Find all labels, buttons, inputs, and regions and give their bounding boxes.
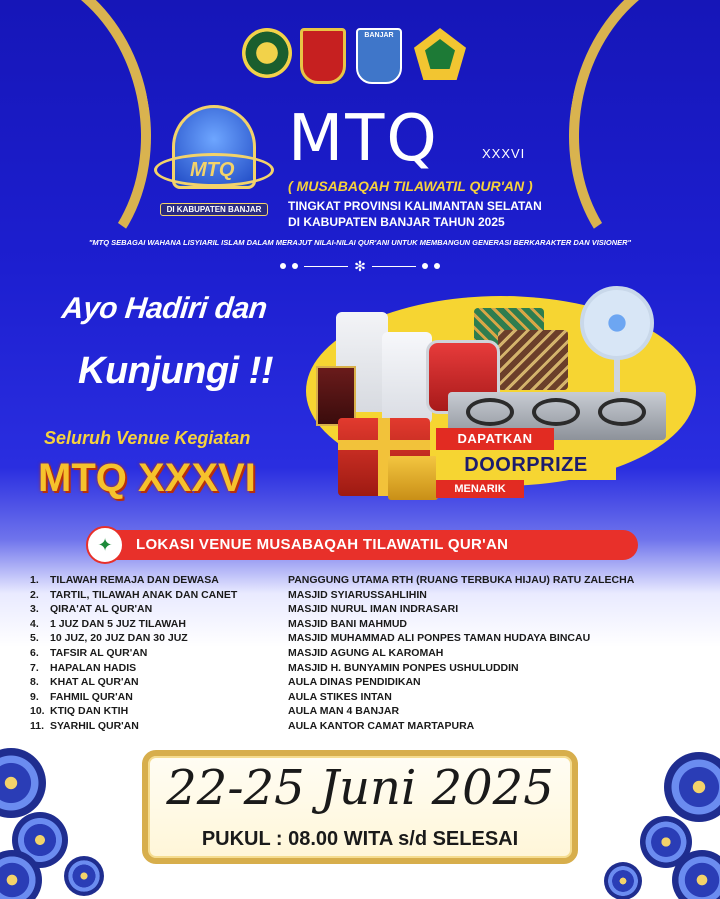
invite-line-4: MTQ XXXVI bbox=[38, 456, 256, 500]
item-number: 5. bbox=[30, 632, 39, 645]
item-number: 9. bbox=[30, 690, 39, 703]
event-date: 22-25 Juni 2025 bbox=[166, 760, 554, 816]
event-name: HAPALAN HADIS bbox=[50, 661, 137, 674]
item-number: 6. bbox=[30, 646, 39, 659]
item-number: 10. bbox=[30, 705, 45, 718]
list-item bbox=[30, 602, 720, 617]
venue-name: PANGGUNG UTAMA RTH (RUANG TERBUKA HIJAU) RATU ZALECHA bbox=[288, 574, 635, 586]
invite-line-1: Ayo Hadiri dan bbox=[60, 292, 269, 325]
list-item bbox=[30, 588, 720, 603]
venue-name: MASJID SYIARUSSAHLIHIN bbox=[288, 588, 427, 601]
venue-name: MASJID BANI MAHMUD bbox=[288, 617, 407, 630]
standing-fan-icon bbox=[580, 286, 654, 360]
event-name: 1 JUZ DAN 5 JUZ TILAWAH bbox=[50, 617, 186, 630]
gold-arch-right bbox=[543, 0, 720, 311]
invite-line-2: Kunjungi !! bbox=[78, 350, 273, 392]
list-item bbox=[30, 646, 720, 661]
ornament-icon bbox=[64, 856, 104, 896]
ornament-icon bbox=[604, 862, 642, 899]
ornament-icon bbox=[0, 748, 46, 818]
level-line-1: TINGKAT PROVINSI KALIMANTAN SELATAN bbox=[288, 199, 542, 213]
venue-name: MASJID MUHAMMAD ALI PONPES TAMAN HUDAYA BINCAU bbox=[288, 632, 591, 645]
list-item bbox=[30, 573, 720, 588]
doorprize-badge-top: DAPATKAN bbox=[436, 428, 554, 450]
event-name: TARTIL, TILAWAH ANAK DAN CANET bbox=[50, 588, 238, 601]
edition-label: XXXVI bbox=[482, 146, 526, 161]
venue-name: MASJID NURUL IMAN INDRASARI bbox=[288, 603, 459, 616]
venue-name: AULA DINAS PENDIDIKAN bbox=[288, 676, 421, 689]
provincial-emblem-icon bbox=[242, 28, 292, 78]
list-item bbox=[30, 661, 720, 676]
list-item bbox=[30, 631, 720, 646]
event-name: TAFSIR AL QUR'AN bbox=[50, 646, 148, 659]
invite-line-3: Seluruh Venue Kegiatan bbox=[44, 428, 251, 448]
banjar-emblem-label: BANJAR bbox=[364, 32, 394, 39]
ministry-of-religion-icon bbox=[414, 28, 466, 80]
list-item bbox=[30, 704, 720, 719]
list-item bbox=[30, 690, 720, 705]
gift-box-icon bbox=[388, 456, 438, 500]
level-line-2: DI KABUPATEN BANJAR TAHUN 2025 bbox=[288, 215, 505, 229]
venue-name: AULA STIKES INTAN bbox=[288, 690, 392, 703]
emblem-subtext: DI KABUPATEN BANJAR bbox=[160, 203, 268, 216]
star-icon: ✻ bbox=[354, 258, 366, 274]
event-name: SYARHIL QUR'AN bbox=[50, 719, 139, 732]
doorprize-badge-bottom: MENARIK bbox=[436, 480, 524, 498]
divider-ornament bbox=[232, 258, 488, 274]
event-name: 10 JUZ, 20 JUZ DAN 30 JUZ bbox=[50, 632, 188, 645]
regency-emblem-icon bbox=[300, 28, 346, 84]
gift-package-icon bbox=[316, 366, 356, 426]
quran-book-icon: ✦ bbox=[86, 526, 124, 564]
item-number: 3. bbox=[30, 603, 39, 616]
venue-name: MASJID AGUNG AL KAROMAH bbox=[288, 646, 444, 659]
prayer-mat-icon bbox=[498, 330, 568, 390]
list-item bbox=[30, 719, 720, 734]
doorprize-badge-main: DOORPRIZE bbox=[436, 450, 616, 480]
venue-name: AULA KANTOR CAMAT MARTAPURA bbox=[288, 719, 475, 732]
item-number: 2. bbox=[30, 588, 39, 601]
event-time: PUKUL : 08.00 WITA s/d SELESAI bbox=[201, 828, 519, 850]
ornament-icon bbox=[664, 752, 720, 822]
event-name: KHAT AL QUR'AN bbox=[50, 676, 139, 689]
subtitle: ( MUSABAQAH TILAWATIL QUR'AN ) bbox=[288, 178, 533, 194]
water-dispenser-icon bbox=[382, 332, 432, 424]
item-number: 8. bbox=[30, 676, 39, 689]
item-number: 4. bbox=[30, 617, 39, 630]
event-name: KTIQ DAN KTIH bbox=[50, 705, 129, 718]
venue-name: MASJID H. BUNYAMIN PONPES USHULUDDIN bbox=[288, 661, 519, 674]
item-number: 1. bbox=[30, 574, 39, 586]
emblem-text: MTQ bbox=[190, 159, 235, 181]
list-item bbox=[30, 617, 720, 632]
section-title: LOKASI VENUE MUSABAQAH TILAWATIL QUR'AN bbox=[136, 536, 509, 553]
item-number: 7. bbox=[30, 661, 39, 674]
mtq-mosque-emblem-icon bbox=[150, 95, 278, 223]
event-name: FAHMIL QUR'AN bbox=[50, 690, 133, 703]
tagline: "MTQ SEBAGAI WAHANA LISYIARIL ISLAM DALAM MERAJUT NILAI-NILAI QUR'ANI UNTUK MEMBANGUN GENERASI BERKARAKTER DAN VISIONER" bbox=[88, 238, 632, 247]
item-number: 11. bbox=[30, 719, 45, 732]
page-title: MTQ bbox=[288, 102, 439, 176]
event-name: TILAWAH REMAJA DAN DEWASA bbox=[50, 574, 219, 586]
banjar-emblem-icon bbox=[356, 28, 402, 84]
event-name: QIRA'AT AL QUR'AN bbox=[50, 603, 153, 616]
venue-list bbox=[30, 573, 720, 734]
venue-name: AULA MAN 4 BANJAR bbox=[288, 705, 400, 718]
list-item bbox=[30, 675, 720, 690]
